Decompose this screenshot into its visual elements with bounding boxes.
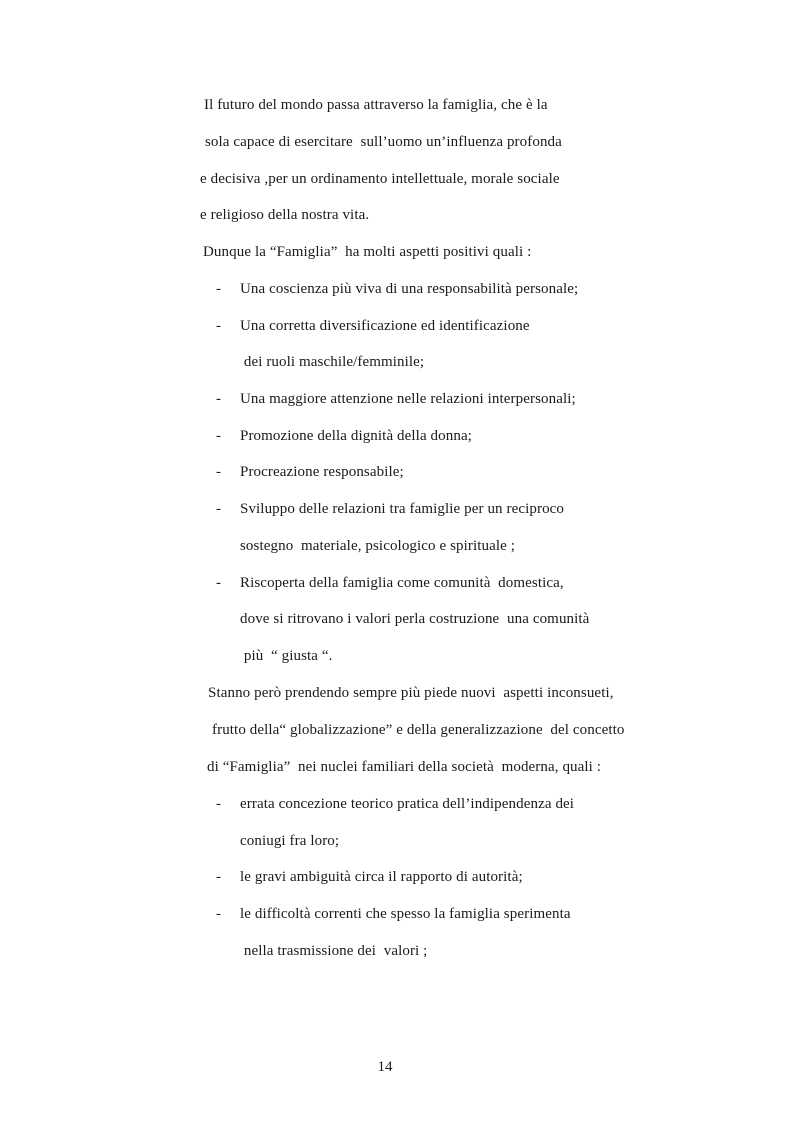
- list-item-negative-2: le gravi ambiguità circa il rapporto di autorità;: [240, 869, 523, 885]
- paragraph-2-line-3: di “Famiglia” nei nuclei familiari della società moderna, quali :: [207, 759, 602, 775]
- intro-positive-aspects: Dunque la “Famiglia” ha molti aspetti positivi quali :: [203, 244, 532, 260]
- bullet-dash: -: [216, 318, 221, 334]
- list-item-positive-5: Procreazione responsabile;: [240, 464, 404, 480]
- paragraph-2-line-1: Stanno però prendendo sempre più piede nuovi aspetti inconsueti,: [208, 685, 614, 701]
- bullet-dash: -: [216, 464, 221, 480]
- bullet-dash: -: [216, 391, 221, 407]
- bullet-dash: -: [216, 501, 221, 517]
- bullet-dash: -: [216, 575, 221, 591]
- list-item-positive-6-cont: sostegno materiale, psicologico e spirituale ;: [240, 538, 516, 554]
- page-number: 14: [377, 1059, 393, 1075]
- list-item-positive-4: Promozione della dignità della donna;: [240, 428, 472, 444]
- bullet-dash: -: [216, 906, 221, 922]
- list-item-positive-7-cont-1: dove si ritrovano i valori perla costruzione una comunità: [240, 611, 590, 627]
- list-item-positive-2: Una corretta diversificazione ed identificazione: [240, 318, 530, 334]
- paragraph-1-line-2: sola capace di esercitare sull’uomo un’influenza profonda: [205, 134, 562, 150]
- list-item-positive-2-cont: dei ruoli maschile/femminile;: [240, 354, 425, 370]
- list-item-positive-7: Riscoperta della famiglia come comunità domestica,: [240, 575, 564, 591]
- paragraph-1-line-4: e religioso della nostra vita.: [200, 207, 370, 223]
- list-item-positive-3: Una maggiore attenzione nelle relazioni interpersonali;: [240, 391, 576, 407]
- bullet-dash: -: [216, 869, 221, 885]
- list-item-positive-1: Una coscienza più viva di una responsabilità personale;: [240, 281, 579, 297]
- paragraph-2-line-2: frutto della“ globalizzazione” e della generalizzazione del concetto: [212, 722, 625, 738]
- list-item-negative-1-cont: coniugi fra loro;: [240, 833, 340, 849]
- list-item-positive-7-cont-2: più “ giusta “.: [240, 648, 333, 664]
- paragraph-1-line-3: e decisiva ,per un ordinamento intellettuale, morale sociale: [200, 171, 560, 187]
- bullet-dash: -: [216, 796, 221, 812]
- list-item-negative-1: errata concezione teorico pratica dell’indipendenza dei: [240, 796, 575, 812]
- paragraph-1-line-1: Il futuro del mondo passa attraverso la famiglia, che è la: [204, 97, 548, 113]
- list-item-negative-3-cont: nella trasmissione dei valori ;: [240, 943, 428, 959]
- bullet-dash: -: [216, 428, 221, 444]
- list-item-negative-3: le difficoltà correnti che spesso la famiglia sperimenta: [240, 906, 571, 922]
- list-item-positive-6: Sviluppo delle relazioni tra famiglie per un reciproco: [240, 501, 565, 517]
- bullet-dash: -: [216, 281, 221, 297]
